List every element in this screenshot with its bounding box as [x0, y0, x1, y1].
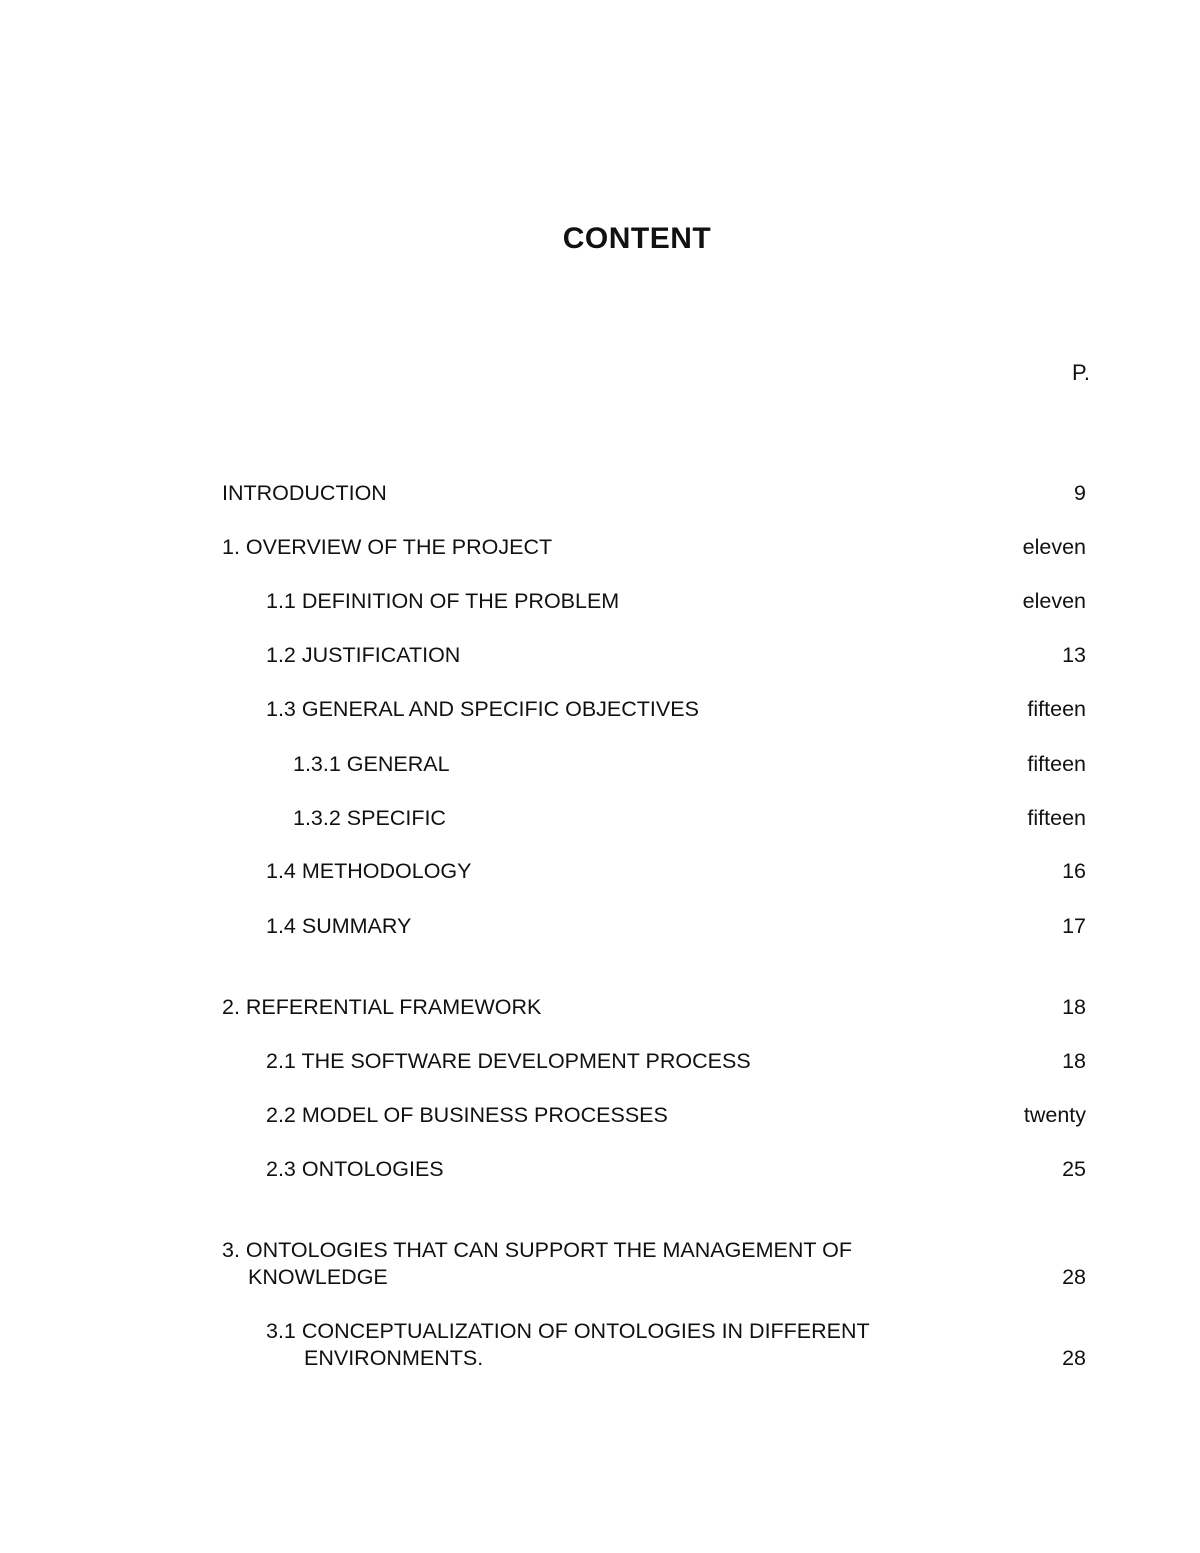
- toc-entry-2-1[interactable]: [266, 1048, 1086, 1075]
- toc-entry-chapter-3[interactable]: [222, 1237, 1086, 1291]
- toc-entry-page: eleven: [1022, 535, 1086, 559]
- toc-entry-label: 3. ONTOLOGIES THAT CAN SUPPORT THE MANAGEMENT OF KNOWLEDGE: [222, 1238, 852, 1289]
- toc-entry-1-4-summary[interactable]: [266, 913, 1086, 940]
- toc-entry-3-1[interactable]: [266, 1318, 1086, 1372]
- toc-entry-1-4-methodology[interactable]: [266, 858, 1086, 885]
- toc-entry-page: 17: [1062, 914, 1086, 938]
- toc-entry-page: 9: [1074, 481, 1086, 505]
- toc-entry-page: 28: [1062, 1346, 1086, 1370]
- toc-entry-page: 13: [1062, 643, 1086, 667]
- toc-entry-label: 1.3 GENERAL AND SPECIFIC OBJECTIVES: [266, 697, 699, 721]
- toc-entry-page: 28: [1062, 1265, 1086, 1289]
- toc-entry-page: 25: [1062, 1157, 1086, 1181]
- toc-entry-label: 2.1 THE SOFTWARE DEVELOPMENT PROCESS: [266, 1049, 751, 1073]
- toc-entry-page: fifteen: [1027, 806, 1086, 830]
- toc-entry-1-3-2[interactable]: [293, 805, 1086, 832]
- toc-entry-1-3-1[interactable]: [293, 751, 1086, 778]
- toc-entry-label: 3.1 CONCEPTUALIZATION OF ONTOLOGIES IN DIFFERENT ENVIRONMENTS.: [266, 1319, 870, 1370]
- toc-entry-label: 1.4 METHODOLOGY: [266, 859, 472, 883]
- toc-entry-page: 16: [1062, 859, 1086, 883]
- page-title: CONTENT: [562, 222, 712, 255]
- toc-entry-page: 18: [1062, 1049, 1086, 1073]
- toc-entry-introduction[interactable]: [222, 480, 1086, 507]
- toc-entry-label: 1.4 SUMMARY: [266, 914, 412, 938]
- toc-entry-label: 1.3.1 GENERAL: [293, 752, 450, 776]
- toc-entry-2-2[interactable]: [266, 1102, 1086, 1129]
- page-column-label: P.: [1072, 360, 1090, 385]
- toc-entry-label: 1.1 DEFINITION OF THE PROBLEM: [266, 589, 620, 613]
- toc-entry-page: 18: [1062, 995, 1086, 1019]
- toc-entry-label: 1. OVERVIEW OF THE PROJECT: [222, 535, 553, 559]
- toc-entry-label: 2.2 MODEL OF BUSINESS PROCESSES: [266, 1103, 668, 1127]
- toc-entry-1-1[interactable]: [266, 588, 1086, 615]
- toc-entry-2-3[interactable]: [266, 1156, 1086, 1183]
- toc-entry-chapter-2[interactable]: [222, 994, 1086, 1021]
- toc-entry-label: 2. REFERENTIAL FRAMEWORK: [222, 995, 542, 1019]
- toc-entry-page: eleven: [1022, 589, 1086, 613]
- toc-entry-page: fifteen: [1027, 697, 1086, 721]
- toc-entry-chapter-1[interactable]: [222, 534, 1086, 561]
- toc-entry-1-3[interactable]: [266, 696, 1086, 723]
- toc-entry-label: 1.3.2 SPECIFIC: [293, 806, 446, 830]
- toc-entry-label: 1.2 JUSTIFICATION: [266, 643, 461, 667]
- toc-entry-page: twenty: [1023, 1103, 1086, 1127]
- toc-entry-1-2[interactable]: [266, 642, 1086, 669]
- toc-entry-label: INTRODUCTION: [222, 481, 387, 505]
- toc-entry-label: 2.3 ONTOLOGIES: [266, 1157, 444, 1181]
- toc-entry-page: fifteen: [1027, 752, 1086, 776]
